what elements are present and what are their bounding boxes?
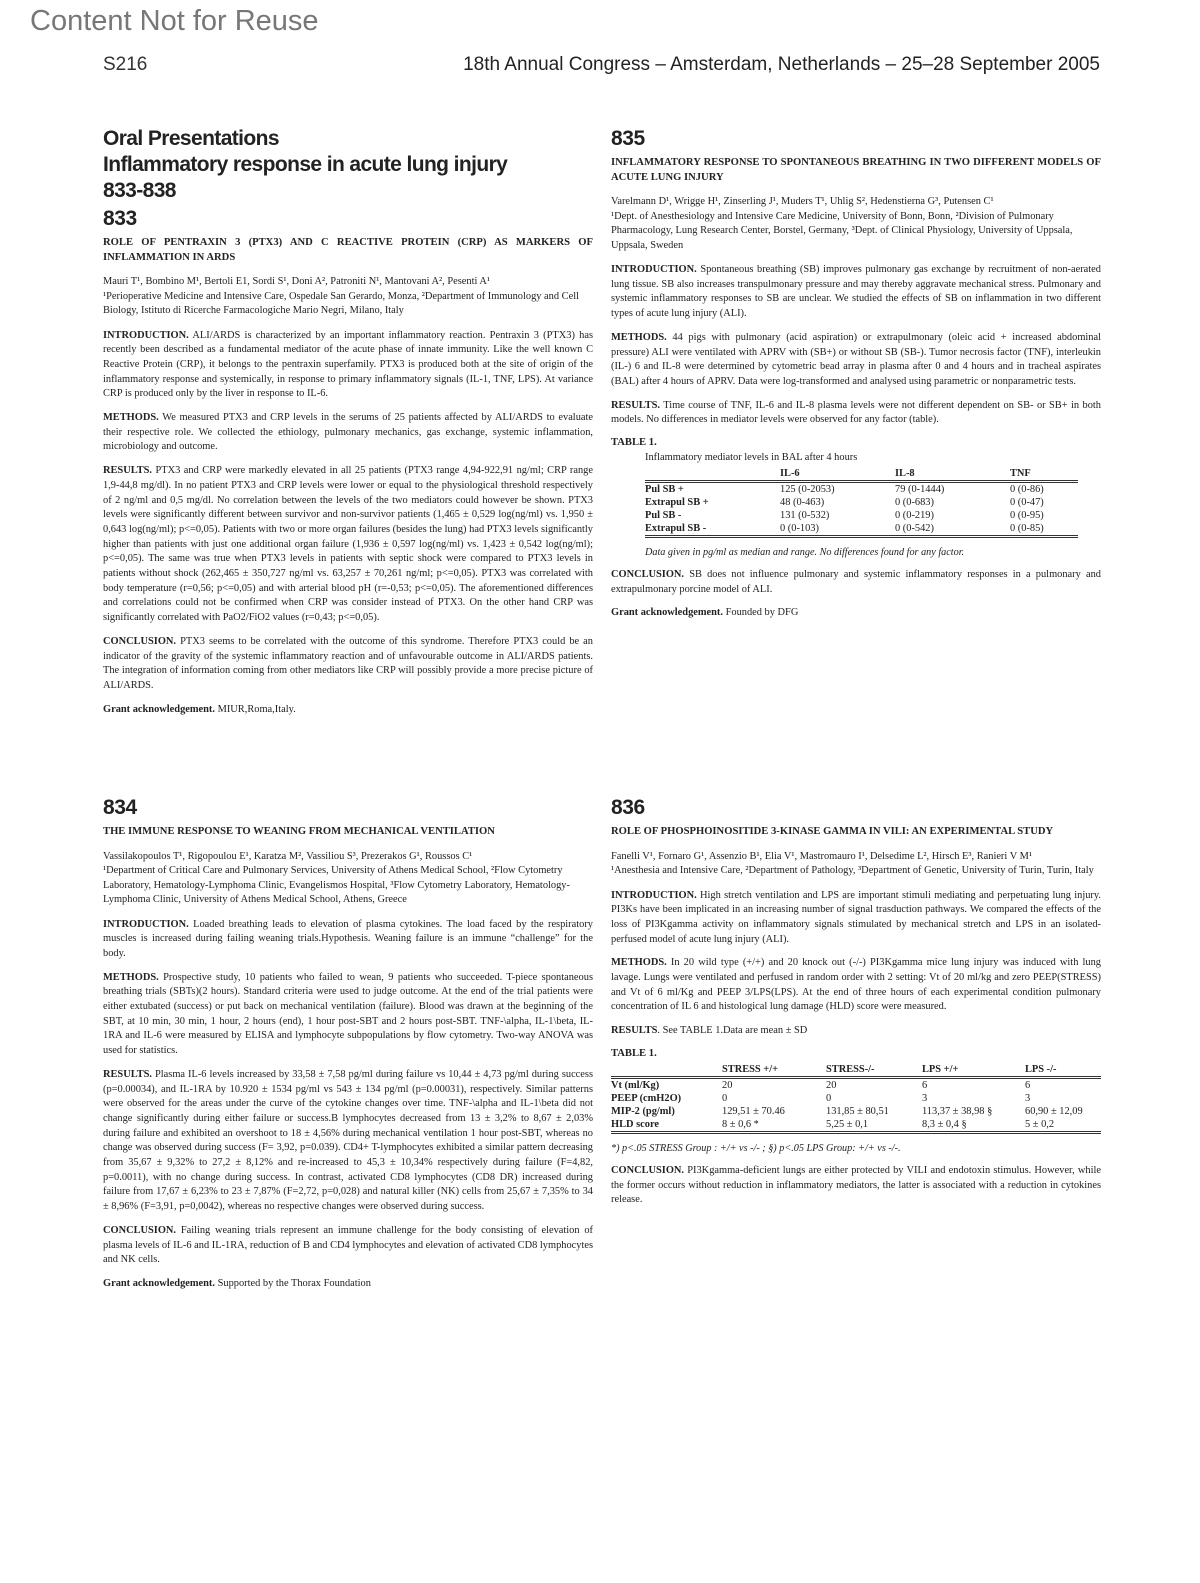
results xyxy=(103,1068,593,1215)
introduction xyxy=(611,263,1101,322)
results-table xyxy=(611,1063,1101,1134)
section-title-2: Inflammatory response in acute lung injury xyxy=(103,153,508,176)
label: RESULTS. xyxy=(103,1068,152,1080)
table-cell: 131,85 ± 80,51 xyxy=(826,1105,889,1117)
text: Spontaneous breathing (SB) improves pulmonary gas exchange by recruitment of non-aerated lung tissue. SB also increases transpulmonary pressure and may thereby aggravate mechanical stress. Pulmonary and systemic inflammatory responses to SB are unclear. We studied the effects of SB on inflammation in two different types of acute lung injury (ALI). xyxy=(611,264,1101,320)
methods xyxy=(103,971,593,1059)
table-cell: 8,3 ± 0,4 § xyxy=(922,1118,1025,1133)
abstract-836 xyxy=(611,795,1101,1208)
table-cell: 0 (0-219) xyxy=(895,510,934,522)
abstract-number: 835 xyxy=(611,127,645,150)
table-title: TABLE 1. xyxy=(611,1047,657,1059)
table-cell: 0 (0-47) xyxy=(1010,497,1044,509)
authors: Vassilakopoulos T¹, Rigopoulou E¹, Karatza M², Vassiliou S³, Prezerakos G¹, Roussos C¹ xyxy=(103,850,473,862)
label: INTRODUCTION. xyxy=(611,889,697,901)
table-cell: 129,51 ± 70.46 xyxy=(722,1105,785,1117)
table-header: IL-6 xyxy=(780,467,895,482)
methods xyxy=(611,956,1101,1015)
label: INTRODUCTION. xyxy=(103,918,189,930)
table-cell: 48 (0-463) xyxy=(780,497,825,509)
conclusion xyxy=(103,1224,593,1268)
table-header: STRESS-/- xyxy=(826,1063,922,1078)
table-cell: 3 xyxy=(1025,1092,1031,1104)
text: Time course of TNF, IL-6 and IL-8 plasma levels were not different dependent on SB- or SB+ in both models. No differences in mediator levels were observed for any factor (table). xyxy=(611,399,1101,426)
section-title-range: 833-838 xyxy=(103,179,176,202)
abstract-835 xyxy=(611,126,1101,795)
row-label: Vt (ml/Kg) xyxy=(611,1079,660,1091)
table-note: *) p<.05 STRESS Group : +/+ vs -/- ; §) p<.05 LPS Group: +/+ vs -/-. xyxy=(611,1142,901,1154)
page-number: S216 xyxy=(103,54,148,75)
section-title-1: Oral Presentations xyxy=(103,127,279,150)
row-label: Extrapul SB - xyxy=(645,522,780,537)
table-cell: 20 xyxy=(722,1079,733,1091)
results xyxy=(611,399,1101,428)
text: Supported by the Thorax Foundation xyxy=(217,1277,371,1289)
label: Grant acknowledgement. xyxy=(103,703,215,715)
table-header: LPS -/- xyxy=(1025,1063,1101,1078)
methods xyxy=(611,331,1101,390)
text: Loaded breathing leads to elevation of plasma cytokines. The load faced by the respiratory muscles is increased during failing weaning trials.Hypothesis. Weaning failure is an immune “challenge” for the body. xyxy=(103,918,593,959)
abstract-title: THE IMMUNE RESPONSE TO WEANING FROM MECHANICAL VENTILATION xyxy=(103,826,495,837)
table-cell: 131 (0-532) xyxy=(780,510,830,522)
table-row xyxy=(611,1105,1101,1118)
conclusion xyxy=(611,1164,1101,1208)
conclusion xyxy=(103,635,593,694)
row-label: Extrapul SB + xyxy=(645,497,709,509)
label: CONCLUSION. xyxy=(103,1224,177,1236)
authors: Mauri T¹, Bombino M¹, Bertoli E1, Sordi S¹, Doni A², Patroniti N¹, Mantovani A², Pesenti A¹ xyxy=(103,276,491,287)
label: RESULTS. xyxy=(103,465,152,477)
table-header: LPS +/+ xyxy=(922,1063,1025,1078)
label: RESULTS. xyxy=(611,399,660,411)
text: Founded by DFG xyxy=(725,607,799,619)
label: CONCLUSION. xyxy=(103,635,177,647)
conclusion xyxy=(611,568,1101,597)
mediator-table xyxy=(645,467,1078,538)
results xyxy=(611,1024,1101,1039)
table-cell: 0 (0-683) xyxy=(895,497,934,509)
table-header: TNF xyxy=(1010,467,1078,482)
running-head: 18th Annual Congress – Amsterdam, Netherlands – 25–28 September 2005 xyxy=(463,54,1100,75)
text: . See TABLE 1.Data are mean ± SD xyxy=(657,1025,808,1037)
table-cell: 0 (0-85) xyxy=(1010,522,1078,537)
table-cell: 3 xyxy=(922,1092,928,1104)
authors: Fanelli V¹, Fornaro G¹, Assenzio B¹, Elia V¹, Mastromauro I¹, Delsedime L², Hirsch E³, Ranieri V M¹ xyxy=(611,850,1032,862)
table-row xyxy=(645,522,1078,537)
table-note: Data given in pg/ml as median and range. No differences found for any factor. xyxy=(645,547,965,559)
affiliations: ¹Dept. of Anesthesiology and Intensive Care Medicine, University of Bonn, Bonn, ²Division of Pulmonary Pharmacology, Lung Research Center, Borstel, Germany, ³Dept. of Clinical Physiology, University of Uppsala, Uppsala, Sweden xyxy=(611,210,1073,251)
row-label: PEEP (cmH2O) xyxy=(611,1092,682,1104)
grant xyxy=(103,703,593,718)
label: METHODS. xyxy=(103,412,159,424)
label: METHODS. xyxy=(611,957,667,969)
text: Failing weaning trials represent an immune challenge for the body consisting of elevation of plasma levels of IL-6 and IL-1RA, reduction of B and CD4 lymphocytes and elevation of activated CD8 lymphocytes and NK cells. xyxy=(103,1224,593,1266)
text: MIUR,Roma,Italy. xyxy=(217,703,296,715)
table-cell: 0 (0-86) xyxy=(1010,484,1044,496)
row-label: Pul SB - xyxy=(645,510,682,522)
text: PTX3 and CRP were markedly elevated in all 25 patients (PTX3 range 4,94-922,91 ng/ml; CRP range 1,9-44,8 mg/dl). In no patient PTX3 and CRP levels were lower or equal to the physiological threshold respectively of 2 ng/ml and 0,5 mg/dl. No correlation between the levels of the two mediators could however be shown. PTX3 levels were significantly different between survivor and non-survivor patients (1,465 ± 0,529 log(ng/ml) vs. 1,950 ± 0,643 log(ng/ml); p<=0,05). Patients with two or more organ failures (besides the lung) had PTX3 levels significantly higher than patients with just one additional organ failure (1,936 ± 0,597 log(ng/ml) vs. 1,423 ± 0,542 log(ng/ml); p<=0,05). The same was true when PTX3 levels in patients with septic shock were compared to PTX3 levels in patients without shock (262,465 ± 350,727 ng/ml vs. 63,257 ± 70,261 ng/ml; p<=0,05). PTX3 was correlated with body temperature (r=0,56; p<=0,05) and with arterial blood pH (r=-0,53; p<=0,05). The aforementioned differences and correlations could not be confirmed when CRP was consider instead of PTX3. On the other hand CRP was significantly correlated with PaO2/FiO2 values (r=0,43; p<=0,05). xyxy=(103,465,593,624)
introduction xyxy=(103,918,593,962)
results xyxy=(103,464,593,626)
label: INTRODUCTION. xyxy=(103,329,189,341)
table-cell: 0 (0-103) xyxy=(780,522,895,537)
grant xyxy=(611,606,1101,621)
table-row xyxy=(611,1118,1101,1133)
table-cell: 0 xyxy=(722,1092,728,1104)
introduction xyxy=(611,889,1101,948)
table-cell: 8 ± 0,6 * xyxy=(722,1118,826,1133)
text: We measured PTX3 and CRP levels in the serums of 25 patients affected by ALI/ARDS to evaluate their respective role. We collected the ethiology, pulmonary mechanics, gas exchange, systemic inflammation, microbiology and outcome. xyxy=(103,412,593,453)
table-cell: 20 xyxy=(826,1079,837,1091)
table-cell: 6 xyxy=(1025,1079,1031,1091)
table-cell: 60,90 ± 12,09 xyxy=(1025,1105,1083,1117)
label: METHODS. xyxy=(103,971,159,983)
table-header xyxy=(645,467,780,482)
table-cell: 113,37 ± 38,98 § xyxy=(922,1105,993,1117)
abstract-833 xyxy=(103,126,593,795)
text: Plasma IL-6 levels increased by 33,58 ± 7,58 pg/ml during failure vs 10,44 ± 4,73 pg/ml during success (p=0.00034), and IL-1RA by 10.920 ± 1534 pg/ml vs 543 ± 134 pg/ml (p=0.00031), respectively. Similar patterns were observed for the areas under the curve of the cytokine changes over time. TNF-\alpha and IL-1\beta did not change significantly during either failure or success.B lymphocytes decreased from 13 ± 3,2% to 8,67 ± 2,03% during failure and exhibited an overshoot to 18 ± 4,56% during mechanical ventilation 1 hour post-SBT, whereas no change was observed during success (F= 3,92, p=0.039). CD4+ T-lymphocytes exhibited a similar pattern decreasing from 35,67 ± 9,32% to 27,2 ± 8,12% and re-increased to 45,3 ± 10,34% respectively during failure (F=4,82, p=0.0011), with no change during success. In contrast, activated CD8 lymphocytes (CD8 DR) increased during failure from 17,67 ± 6,23% to 23 ± 7,87% (F=2,72, p=0,028) and natural killer (NK) cells from 25,67 ± 7,35% to 34 ± 8,96% (F=3,91, p=0,0042), whereas no respective changes were observed during success. xyxy=(103,1068,593,1213)
label: RESULTS xyxy=(611,1025,658,1037)
text: PTX3 seems to be correlated with the outcome of this syndrome. Therefore PTX3 could be an indicator of the gravity of the systemic inflammatory reaction and of unfavourable outcome in ALI/ARDS patients. The integration of information coming from other mediators like CRP will possibly provide a more precise picture of ALI/ARDS. xyxy=(103,635,593,691)
table-cell: 6 xyxy=(922,1079,928,1091)
abstract-number: 833 xyxy=(103,207,137,230)
label: Grant acknowledgement. xyxy=(611,607,723,619)
table-cell: 125 (0-2053) xyxy=(780,484,835,496)
table-row xyxy=(611,1077,1101,1092)
table-header: STRESS +/+ xyxy=(722,1063,826,1078)
text: PI3Kgamma-deficient lungs are either protected by VILI and endotoxin stimulus. However, while the former occurs without reduction in inflammatory mediators, the latter is associated with a reduction in cytokines release. xyxy=(611,1164,1101,1206)
left-column xyxy=(103,126,593,1301)
authors: Varelmann D¹, Wrigge H¹, Zinserling J¹, Muders T¹, Uhlig S², Hedenstierna G³, Putensen C¹ xyxy=(611,196,994,207)
table-header xyxy=(611,1063,722,1078)
abstract-title: INFLAMMATORY RESPONSE TO SPONTANEOUS BREATHING IN TWO DIFFERENT MODELS OF ACUTE LUNG INJURY xyxy=(611,157,1101,183)
table-cell: 0 xyxy=(826,1092,832,1104)
abstract-number: 836 xyxy=(611,796,645,819)
label: INTRODUCTION. xyxy=(611,264,697,275)
text: SB does not influence pulmonary and systemic inflammatory responses in a pulmonary and extrapulmonary porcine model of ALI. xyxy=(611,569,1101,595)
label: Grant acknowledgement. xyxy=(103,1277,215,1289)
table-cell: 5,25 ± 0,1 xyxy=(826,1118,922,1133)
table-cell: 79 (0-1444) xyxy=(895,484,945,496)
table-row xyxy=(611,1092,1101,1105)
label: METHODS. xyxy=(611,331,667,343)
row-label: Pul SB + xyxy=(645,484,684,496)
label: CONCLUSION. xyxy=(611,1164,685,1176)
text: ALI/ARDS is characterized by an important inflammatory reaction. Pentraxin 3 (PTX3) has recently been described as a fundamental mediator of the acute phase of innate immunity. Like the well known C Reactive Protein (CRP), it belongs to the pentraxin superfamily. PTX3 is produced both at the site of origin of the inflammatory response and systemically, in response to primary inflammatory signals (IL-1, TNF, LPS). At variance CRP is produced only by the liver in response to IL-6. xyxy=(103,329,593,400)
row-label: MIP-2 (pg/ml) xyxy=(611,1105,675,1117)
grant xyxy=(103,1277,593,1292)
table-cell: 0 (0-542) xyxy=(895,522,1010,537)
affiliations: ¹Anesthesia and Intensive Care, ²Department of Pathology, ³Department of Genetic, University of Turin, Turin, Italy xyxy=(611,865,1094,876)
table-caption: Inflammatory mediator levels in BAL after 4 hours xyxy=(645,452,858,464)
text: Prospective study, 10 patients who failed to wean, 9 patients who succeeded. T-piece spontaneous breathing trials (SBTs)(2 hours). Standard criteria were used to judge outcome. At the end of the trial patients were either extubated (success) or put back on mechanical ventilation (failure). Blood was drawn at the beginning of the SBT, at 10 min, 30 min, 1 hour, 2 hours (end), 1 hour post-SBT and 2 hours post-SBT. TNF-\alpha, IL-1\beta, IL-1RA and IL-6 were measured by ELISA and lymphocyte subpopulations by flow cytometry. Two-way ANOVA was used for statistics. xyxy=(103,971,593,1057)
abstract-title: ROLE OF PENTRAXIN 3 (PTX3) AND C REACTIVE PROTEIN (CRP) AS MARKERS OF INFLAMMATION IN ARDS xyxy=(103,237,593,263)
table-header: IL-8 xyxy=(895,467,1010,482)
watermark: Content Not for Reuse xyxy=(30,5,319,37)
abstract-834 xyxy=(103,795,593,1292)
abstract-number: 834 xyxy=(103,796,137,819)
text: High stretch ventilation and LPS are important stimuli mediating and perpetuating lung injury. PI3Ks have been implicated in an increasing number of signal trasduction pathways. We compared the effects of the loss of PI3Kgamma activity on inflammatory signals stimulated by mechanical stretch and LPS in an isolated-perfused model of acute lung injury (ALI). xyxy=(611,889,1101,945)
affiliations: ¹Department of Critical Care and Pulmonary Services, University of Athens Medical School, ²Flow Cytometry Laboratory, Hematology-Lymphoma Clinic, Evangelismos Hospital, ³Flow Cytometry Laboratory, Hematology-Lymphoma Clinic, University of Athens Medical School, Athens, Greece xyxy=(103,865,570,905)
label: CONCLUSION. xyxy=(611,569,685,581)
affiliations: ¹Perioperative Medicine and Intensive Care, Ospedale San Gerardo, Monza, ²Department of Immunology and Cell Biology, Istituto di Ricerche Farmacologiche Mario Negri, Milano, Italy xyxy=(103,290,579,316)
table-title: TABLE 1. xyxy=(611,437,657,449)
table-cell: 5 ± 0,2 xyxy=(1025,1118,1101,1133)
introduction xyxy=(103,329,593,403)
abstract-title: ROLE OF PHOSPHOINOSITIDE 3-KINASE GAMMA IN VILI: AN EXPERIMENTAL STUDY xyxy=(611,826,1054,837)
right-column xyxy=(611,126,1101,1217)
methods xyxy=(103,411,593,455)
table-row xyxy=(645,482,1078,497)
row-label: HLD score xyxy=(611,1118,722,1133)
table-row xyxy=(645,509,1078,522)
table-cell: 0 (0-95) xyxy=(1010,510,1044,522)
text: In 20 wild type (+/+) and 20 knock out (-/-) PI3Kgamma mice lung injury was induced with lung lavage. Lungs were ventilated and perfused in random order with 2 setting: Vt of 20 ml/kg and zero PEEP(STRESS) and Vt of 6 ml/Kg and PEEP 3/LPS(LPS). At the end of three hours of each experimental condition pulmonary concentration of IL 6 and histological lung damage (HLD) score were measured. xyxy=(611,957,1102,1013)
table-row xyxy=(645,496,1078,509)
text: 44 pigs with pulmonary (acid aspiration) or extrapulmonary (oleic acid + increased abdominal pressure) ALI were ventilated with APRV with (SB+) or without SB (SB-). Tumor necrosis factor (TNF), interleukin (IL-) 6 and IL-8 were determined by cytometric bead array in plasma after 0 and 4 hours and in tracheal aspirates (BAL) after 4 hours of APRV. Data were log-transformed and analysed using parametric or nonparametric tests. xyxy=(611,331,1101,387)
